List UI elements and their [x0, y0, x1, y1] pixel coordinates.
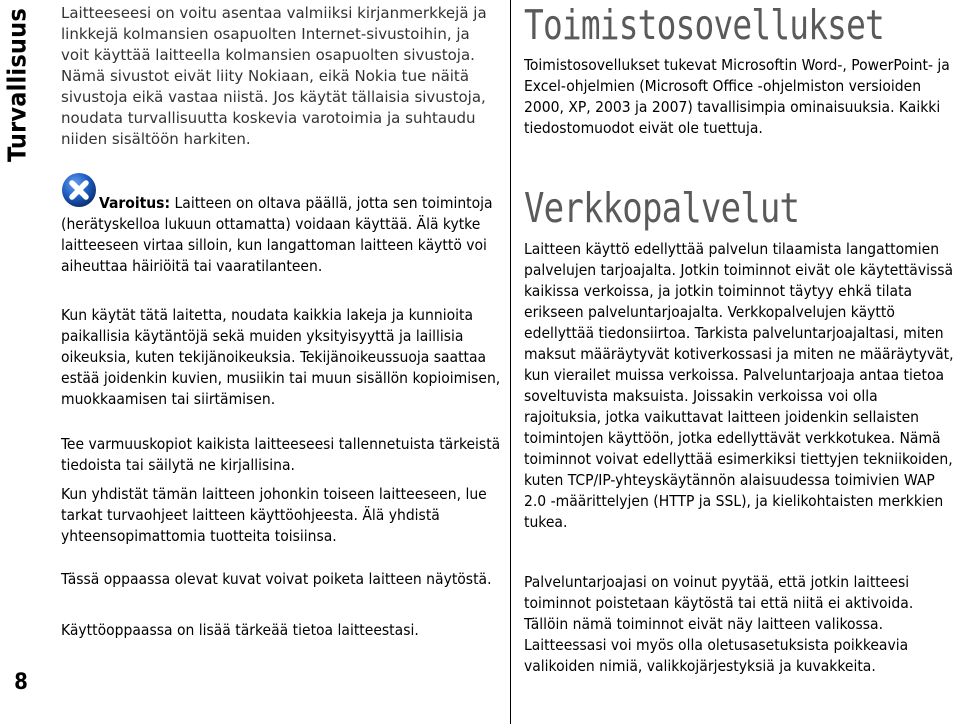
body-paragraph: Kun käytät tätä laitetta, noudata kaikkia lakeja ja kunnioita paikallisia käytäntöjä sekä muiden yksityisyyttä ja laillisia oikeuksia, kuten tekijänoikeuksia. Tekijänoikeussuoja saattaa estää joidenkin kuvien, musiikin tai muun sisällön kopioimisen, muokkaamisen tai siirtämisen. — [61, 306, 501, 408]
column-divider — [510, 0, 511, 724]
body-paragraph: Käyttöoppaassa on lisää tärkeää tietoa laitteestasi. — [61, 621, 419, 639]
body-paragraph: Tee varmuuskopiot kaikista laitteeseesi tallennetuista tärkeistä tiedoista tai säilytä ne kirjallisina. — [61, 435, 501, 474]
section-side-title — [0, 0, 34, 180]
body-paragraph: Kun yhdistät tämän laitteen johonkin toiseen laitteeseen, lue tarkat turvaohjeet laitteen käyttöohjeesta. Älä yhdistä yhteensopimattomia tuotteita toisiinsa. — [61, 485, 487, 545]
warning-label: Varoitus: — [99, 194, 171, 212]
warning-text: Laitteen on oltava päällä, jotta sen toimintoja (herätyskelloa lukuun ottamatta) voidaan käyttää. Älä kytke laitteeseen virtaa silloin, kun langattoman laitteen käyttö voi aiheuttaa häiriöitä tai vaaratilanteen. — [61, 194, 493, 275]
network-services-paragraph: Palveluntarjoajasi on voinut pyytää, että jotkin laitteesi toiminnot poistetaan käytöstä tai että niitä ei aktivoida. Tällöin nämä toiminnot eivät näy laitteen valikossa. Laitteessasi voi myös olla oletusasetuksista poikkeavia valikoiden nimiä, valikkojärjestyksiä ja kuvakkeita. — [524, 573, 914, 675]
intro-paragraph: Laitteeseesi on voitu asentaa valmiiksi kirjanmerkkejä ja linkkejä kolmansien osapuolten Internet-sivustoihin, ja voit käyttää laitteella kolmansien osapuolten sivustoja. Nämä sivustot eivät liity Nokiaan, eikä Nokia tue näitä sivustoja eikä vastaa niistä. Jos käytät tällaisia sivustoja, noudata turvallisuutta koskevia varotoimia ja suhtaudu niiden sisältöön harkiten. — [61, 4, 487, 148]
section-title-text: Turvallisuus — [2, 8, 32, 162]
page-number: 8 — [14, 670, 28, 695]
body-paragraph: Tässä oppaassa olevat kuvat voivat poiketa laitteen näytöstä. — [61, 570, 492, 588]
office-apps-paragraph: Toimistosovellukset tukevat Microsoftin Word-, PowerPoint- ja Excel-ohjelmien (Microsoft Office -ohjelmiston versioiden 2000, XP, 2003 ja 2007) tavallisimpia ominaisuuksia. Kaikki tiedostomuodot eivät ole tuettuja. — [524, 56, 950, 137]
office-apps-heading: Toimistosovellukset — [524, 1, 884, 49]
network-services-heading: Verkkopalvelut — [524, 184, 800, 232]
network-services-paragraph: Laitteen käyttö edellyttää palvelun tilaamista langattomien palvelujen tarjoajalta. Jotkin toiminnot eivät ole käytettävissä kaikissa verkoissa, ja jotkin toiminnot täytyy ehkä tilata erikseen palveluntarjoajalta. Verkkopalvelujen käyttö edellyttää tiedonsiirtoa. Tarkista palveluntarjoajaltasi, miten maksut määräytyvät kotiverkossasi ja miten ne määräytyvät, kun vierailet muissa verkoissa. Palveluntarjoaja antaa tietoa soveltuvista maksuista. Joissakin verkoissa voi olla rajoituksia, jotka vaikuttavat laitteen joidenkin sellaisten toimintojen käyttöön, jotka edellyttävät verkkotukea. Nämä toiminnot voivat edellyttää esimerkiksi tiettyjen tekniikoiden, kuten TCP/IP-yhteyskäytännön alaisuudessa toimivien WAP 2.0 -määrittelyjen (HTTP ja SSL), ja kielikohtaisten merkkien tukea. — [524, 240, 954, 531]
warning-paragraph — [61, 193, 501, 277]
